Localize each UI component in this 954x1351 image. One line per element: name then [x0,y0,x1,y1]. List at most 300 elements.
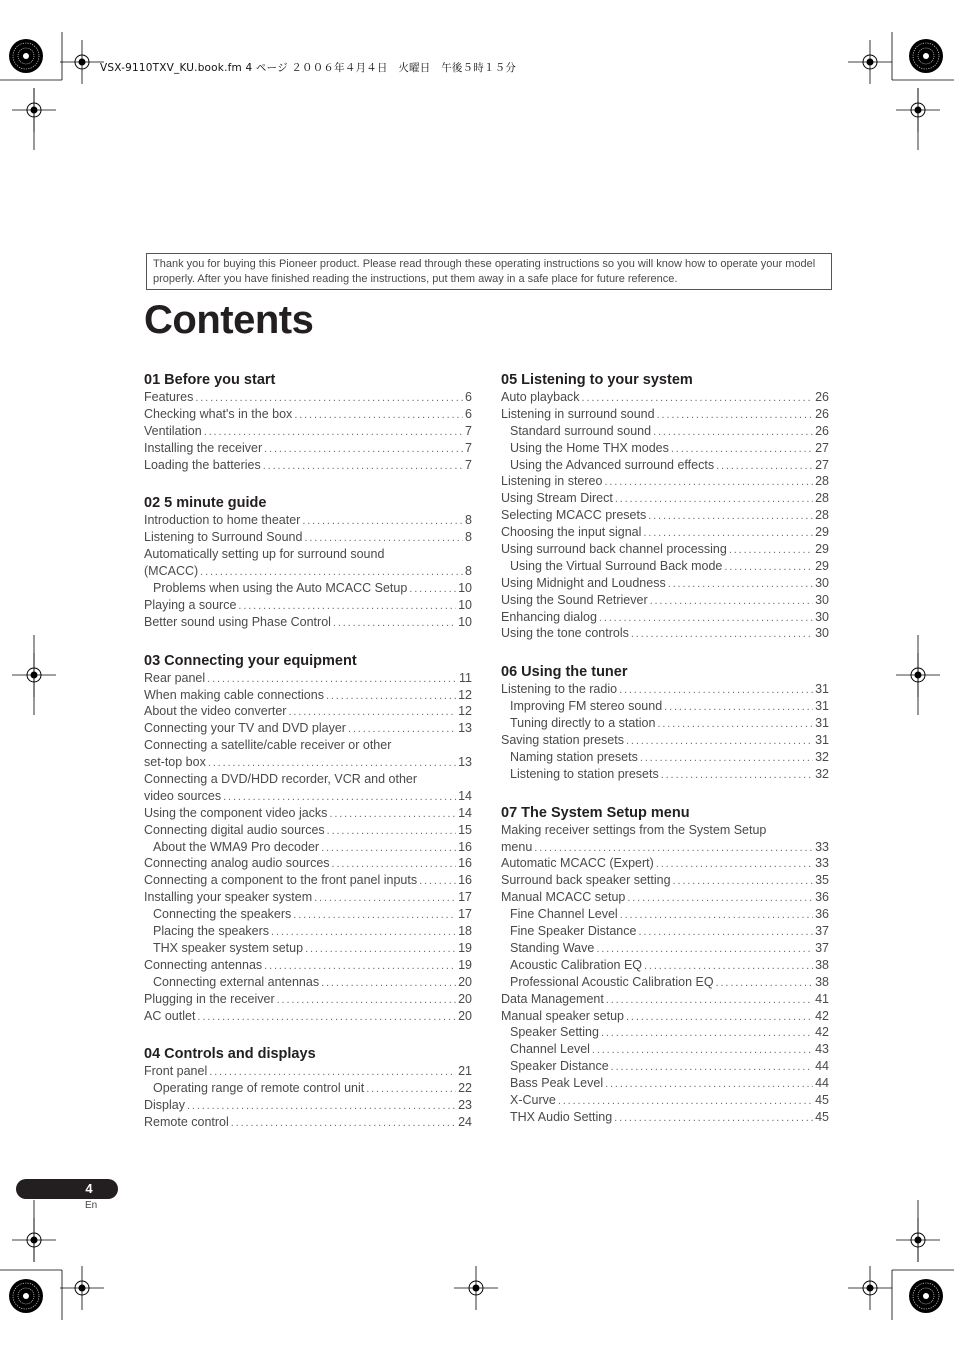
dot-leader [653,424,813,441]
dot-leader [294,407,463,424]
entry-page-number: 28 [815,491,829,506]
toc-entry[interactable] [501,558,829,575]
entry-page-number: 37 [815,924,829,939]
entry-page-number: 29 [815,542,829,557]
entry-page-number: 7 [465,457,472,472]
dot-leader [671,441,813,458]
entry-title: Connecting a DVD/HDD recorder, VCR and other [144,772,418,787]
toc-entry[interactable] [144,1114,472,1131]
entry-page-number: 29 [815,558,829,573]
dot-leader [656,856,813,873]
dot-leader [293,907,456,924]
toc-entry[interactable] [144,440,472,457]
entry-page-number: 44 [815,1059,829,1074]
entry-title: Connecting digital audio sources [144,822,325,837]
intro-notice: Thank you for buying this Pioneer product. Please read through these operating instructions so you will know how to operate your model properly. After you have finished reading the instructions, put them away in a safe place for future reference. [146,253,832,290]
toc-entry[interactable] [144,771,472,788]
dot-leader [631,626,813,643]
dot-leader [197,1009,456,1026]
entry-title: Loading the batteries [144,457,261,472]
dot-leader [327,823,456,840]
toc-entry[interactable] [144,670,472,687]
toc-entry[interactable] [144,597,472,614]
entry-page-number: 31 [815,716,829,731]
toc-entry[interactable] [144,737,472,754]
entry-page-number: 6 [465,406,472,421]
entry-page-number: 30 [815,592,829,607]
toc-entry[interactable] [144,940,472,957]
entry-page-number: 33 [815,856,829,871]
toc-entry[interactable] [144,703,472,720]
entry-title: Ventilation [144,423,202,438]
toc-entry[interactable] [501,1092,829,1109]
toc-entry[interactable] [501,1058,829,1075]
dot-leader [661,767,813,784]
toc-entry[interactable] [144,563,472,580]
toc-entry[interactable] [144,1097,472,1114]
entry-title: Front panel [144,1064,208,1079]
entry-page-number: 16 [458,839,472,854]
toc-entry[interactable] [144,974,472,991]
dot-leader [288,704,456,721]
toc-entry[interactable] [144,580,472,597]
entry-title: Data Management [501,991,604,1006]
dot-leader [321,840,456,857]
entry-page-number: 19 [458,940,472,955]
entry-title: Tuning directly to a station [510,716,656,731]
entry-page-number: 20 [458,991,472,1006]
entry-page-number: 14 [458,805,472,820]
dot-leader [657,407,814,424]
entry-title: Using the tone controls [501,626,629,641]
toc-entry[interactable] [501,457,829,474]
toc-entry[interactable] [144,406,472,423]
dot-leader [333,615,456,632]
toc-entry[interactable] [501,991,829,1008]
page-number-tab [16,1179,118,1199]
toc-entry[interactable] [501,406,829,423]
toc-entry[interactable] [501,822,829,839]
toc-section [501,662,829,782]
toc-entry[interactable] [144,1008,472,1025]
toc-entry[interactable] [501,855,829,872]
toc-entry[interactable] [144,389,472,406]
toc-entry[interactable] [144,839,472,856]
dot-leader [314,890,456,907]
entry-page-number: 31 [815,699,829,714]
entry-title: Display [144,1098,185,1113]
dot-leader [187,1098,456,1115]
toc-entry[interactable] [501,1109,829,1126]
dot-leader [643,525,813,542]
toc-entry[interactable] [501,625,829,642]
toc-entry[interactable] [501,1075,829,1092]
dot-leader [238,598,456,615]
toc-entry[interactable] [144,614,472,631]
toc-entry[interactable] [501,940,829,957]
toc-entry[interactable] [501,839,829,856]
toc-entry[interactable] [144,991,472,1008]
entry-title: Connecting a component to the front panel inputs [144,873,418,888]
entry-title: Listening in stereo [501,474,603,489]
dot-leader [626,733,813,750]
toc-entry[interactable] [501,473,829,490]
dot-leader [366,1081,456,1098]
dot-leader [724,559,813,576]
toc-entry[interactable] [144,423,472,440]
dot-leader [271,924,456,941]
entry-title: Using the component video jacks [144,805,328,820]
entry-page-number: 17 [458,907,472,922]
toc-section [501,370,829,642]
toc-entry[interactable] [144,720,472,737]
entry-title: Listening to the radio [501,682,618,697]
dot-leader [582,390,814,407]
entry-title: Channel Level [510,1042,590,1057]
entry-page-number: 35 [815,873,829,888]
dot-leader [620,907,813,924]
entry-title: Listening to Surround Sound [144,530,303,545]
dot-leader [640,750,813,767]
toc-entry[interactable] [501,715,829,732]
entry-page-number: 26 [815,390,829,404]
dot-leader [207,671,457,688]
toc-entry[interactable] [501,732,829,749]
entry-title: Bass Peak Level [510,1076,604,1091]
toc-entry[interactable] [501,440,829,457]
toc-entry[interactable] [501,766,829,783]
entry-page-number: 24 [458,1115,472,1130]
toc-entry[interactable] [144,889,472,906]
entry-title: Improving FM stereo sound [510,699,663,714]
entry-title: Listening to station presets [510,766,659,781]
entry-title: Problems when using the Auto MCACC Setup [153,581,408,596]
dot-leader [657,716,813,733]
dot-leader [204,424,463,441]
dot-leader [611,1059,813,1076]
entry-title: Manual speaker setup [501,1008,624,1023]
toc-entry[interactable] [144,957,472,974]
entry-title: video sources [144,788,222,803]
dot-leader [409,581,456,598]
dot-leader [644,958,813,975]
entry-title: Selecting MCACC presets [501,508,647,523]
dot-leader [195,390,463,407]
dot-leader [419,873,456,890]
dot-leader [558,1093,813,1110]
entry-title: Playing a source [144,597,237,612]
dot-leader [627,890,813,907]
entry-title: (MCACC) [144,564,199,579]
entry-title: Using Midnight and Loudness [501,575,666,590]
entry-page-number: 45 [815,1092,829,1107]
entry-page-number: 26 [815,406,829,421]
entry-page-number: 6 [465,390,472,404]
entry-title: Surround back speaker setting [501,873,671,888]
dot-leader [264,958,456,975]
dot-leader [604,474,813,491]
dot-leader [200,564,463,581]
entry-title: Introduction to home theater [144,513,301,528]
entry-title: Connecting the speakers [153,907,292,922]
toc-entry[interactable] [144,457,472,474]
dot-leader [332,856,457,873]
entry-page-number: 26 [815,423,829,438]
toc-entry[interactable] [501,389,829,406]
entry-page-number: 12 [458,704,472,719]
entry-page-number: 7 [465,440,472,455]
dot-leader [277,992,456,1009]
entry-title: Acoustic Calibration EQ [510,957,643,972]
entry-page-number: 8 [465,513,472,528]
entry-title: Connecting external antennas [153,974,320,989]
toc-entry[interactable] [501,974,829,991]
entry-page-number: 30 [815,626,829,641]
dot-leader [716,458,813,475]
dot-leader [650,593,813,610]
entry-page-number: 30 [815,609,829,624]
dot-leader [605,1076,813,1093]
entry-page-number: 27 [815,457,829,472]
entry-title: Placing the speakers [153,924,270,939]
toc-entry[interactable] [144,855,472,872]
section-title: 07 The System Setup menu [501,804,690,821]
entry-title: Connecting analog audio sources [144,856,330,871]
entry-page-number: 28 [815,474,829,489]
dot-leader [668,576,813,593]
entry-title: Using surround back channel processing [501,542,727,557]
toc-entry[interactable] [501,507,829,524]
toc-section [144,651,472,1025]
toc-entry[interactable] [144,529,472,546]
dot-leader [606,992,813,1009]
entry-page-number: 32 [815,749,829,764]
entry-title: Installing your speaker system [144,890,313,905]
toc-entry[interactable] [501,681,829,698]
entry-page-number: 20 [458,974,472,989]
dot-leader [673,873,814,890]
toc-entry[interactable] [501,423,829,440]
entry-title: Remote control [144,1115,229,1130]
section-title: 04 Controls and displays [144,1046,316,1063]
entry-title: Speaker Distance [510,1059,609,1074]
toc-section [501,803,829,1126]
toc-entry[interactable] [501,1024,829,1041]
toc-entry[interactable] [501,490,829,507]
toc-entry[interactable] [501,889,829,906]
entry-title: Automatic MCACC (Expert) [501,856,654,871]
entry-title: Manual MCACC setup [501,890,626,905]
toc-entry[interactable] [501,957,829,974]
dot-leader [326,688,456,705]
dot-leader [626,1009,813,1026]
dot-leader [648,508,813,525]
toc-entry[interactable] [144,872,472,889]
toc-entry[interactable] [501,609,829,626]
entry-page-number: 10 [458,581,472,596]
entry-title: Fine Speaker Distance [510,924,637,939]
entry-page-number: 11 [459,670,472,685]
dot-leader [208,755,456,772]
entry-title: Checking what's in the box [144,406,293,421]
entry-title: THX Audio Setting [510,1109,613,1124]
entry-title: Connecting a satellite/cable receiver or other [144,738,392,753]
dot-leader [534,840,813,857]
toc-entry[interactable] [501,524,829,541]
toc-entry[interactable] [501,575,829,592]
entry-page-number: 8 [465,564,472,579]
entry-page-number: 16 [458,856,472,871]
entry-title: Fine Channel Level [510,907,618,922]
toc-entry[interactable] [501,592,829,609]
dot-leader [263,458,463,475]
dot-leader [619,682,813,699]
entry-title: Making receiver settings from the System Setup [501,822,767,837]
entry-title: Standing Wave [510,940,595,955]
entry-title: Using the Sound Retriever [501,592,648,607]
entry-title: AC outlet [144,1008,196,1023]
entry-page-number: 8 [465,530,472,545]
entry-title: Enhancing dialog [501,609,597,624]
toc-section [144,370,472,473]
toc-entry[interactable] [144,822,472,839]
page-number: 4 [85,1181,93,1196]
section-title: 01 Before you start [144,372,276,388]
entry-page-number: 29 [815,525,829,540]
page-language: En [85,1200,98,1211]
toc-entry[interactable] [501,698,829,715]
entry-page-number: 13 [458,755,472,770]
toc-entry[interactable] [144,1063,472,1080]
dot-leader [223,789,456,806]
entry-title: Using the Advanced surround effects [510,457,715,472]
dot-leader [716,975,814,992]
entry-title: Auto playback [501,390,580,404]
dot-leader [305,941,456,958]
toc-entry[interactable] [144,687,472,704]
dot-leader [599,610,813,627]
entry-page-number: 43 [815,1042,829,1057]
entry-title: Listening in surround sound [501,406,655,421]
toc-entry[interactable] [144,512,472,529]
toc-entry[interactable] [501,749,829,766]
entry-page-number: 32 [815,766,829,781]
entry-title: Connecting antennas [144,957,263,972]
entry-title: Operating range of remote control unit [153,1081,365,1096]
dot-leader [209,1064,456,1081]
entry-page-number: 16 [458,873,472,888]
entry-page-number: 10 [458,614,472,629]
entry-page-number: 17 [458,890,472,905]
section-title: 03 Connecting your equipment [144,652,357,669]
entry-page-number: 42 [815,1025,829,1040]
section-title: 06 Using the tuner [501,664,628,681]
toc-section [144,1044,472,1131]
entry-page-number: 14 [458,788,472,803]
toc-entry[interactable] [144,906,472,923]
dot-leader [302,513,463,530]
dot-leader [304,530,463,547]
entry-title: Using Stream Direct [501,491,613,506]
entry-title: About the WMA9 Pro decoder [153,839,320,854]
entry-page-number: 7 [465,423,472,438]
toc-entry[interactable] [144,1080,472,1097]
entry-title: About the video converter [144,704,287,719]
toc-entry[interactable] [501,906,829,923]
entry-page-number: 18 [458,924,472,939]
entry-page-number: 38 [815,957,829,972]
entry-page-number: 36 [815,907,829,922]
dot-leader [329,806,456,823]
entry-title: Professional Acoustic Calibration EQ [510,974,714,989]
entry-title: Speaker Setting [510,1025,599,1040]
toc-entry[interactable] [144,805,472,822]
entry-page-number: 36 [815,890,829,905]
toc-entry[interactable] [501,1008,829,1025]
entry-title: Better sound using Phase Control [144,614,331,629]
toc-column-right [501,370,829,1146]
entry-title: THX speaker system setup [153,940,304,955]
entry-page-number: 44 [815,1076,829,1091]
entry-page-number: 21 [458,1064,472,1079]
toc-entry[interactable] [144,923,472,940]
entry-page-number: 41 [815,991,829,1006]
dot-leader [596,941,813,958]
entry-title: Automatically setting up for surround sound [144,547,385,562]
entry-title: Installing the receiver [144,440,263,455]
dot-leader [231,1115,456,1132]
dot-leader [592,1042,813,1059]
dot-leader [615,491,813,508]
entry-page-number: 23 [458,1098,472,1113]
toc-entry[interactable] [144,788,472,805]
entry-page-number: 19 [458,957,472,972]
entry-page-number: 45 [815,1109,829,1124]
toc-entry[interactable] [501,1041,829,1058]
entry-page-number: 31 [815,682,829,697]
entry-title: menu [501,839,533,854]
entry-title: Using the Home THX modes [510,440,669,455]
entry-title: Standard surround sound [510,423,652,438]
entry-title: set-top box [144,755,206,770]
toc-entry[interactable] [501,923,829,940]
entry-page-number: 22 [458,1081,472,1096]
entry-page-number: 13 [458,721,472,736]
entry-page-number: 30 [815,575,829,590]
toc-entry[interactable] [501,872,829,889]
entry-title: When making cable connections [144,687,324,702]
dot-leader [321,975,456,992]
entry-page-number: 28 [815,508,829,523]
entry-title: Using the Virtual Surround Back mode [510,558,723,573]
toc-entry[interactable] [144,754,472,771]
toc-entry[interactable] [144,546,472,563]
toc-section [144,493,472,630]
dot-leader [601,1025,813,1042]
entry-title: Saving station presets [501,733,624,748]
section-title: 02 5 minute guide [144,495,267,512]
entry-page-number: 15 [458,822,472,837]
entry-page-number: 12 [458,687,472,702]
entry-page-number: 37 [815,940,829,955]
entry-page-number: 33 [815,839,829,854]
dot-leader [664,699,813,716]
entry-title: Plugging in the receiver [144,991,275,1006]
entry-title: Naming station presets [510,749,638,764]
dot-leader [348,721,456,738]
dot-leader [264,441,463,458]
toc-entry[interactable] [501,541,829,558]
